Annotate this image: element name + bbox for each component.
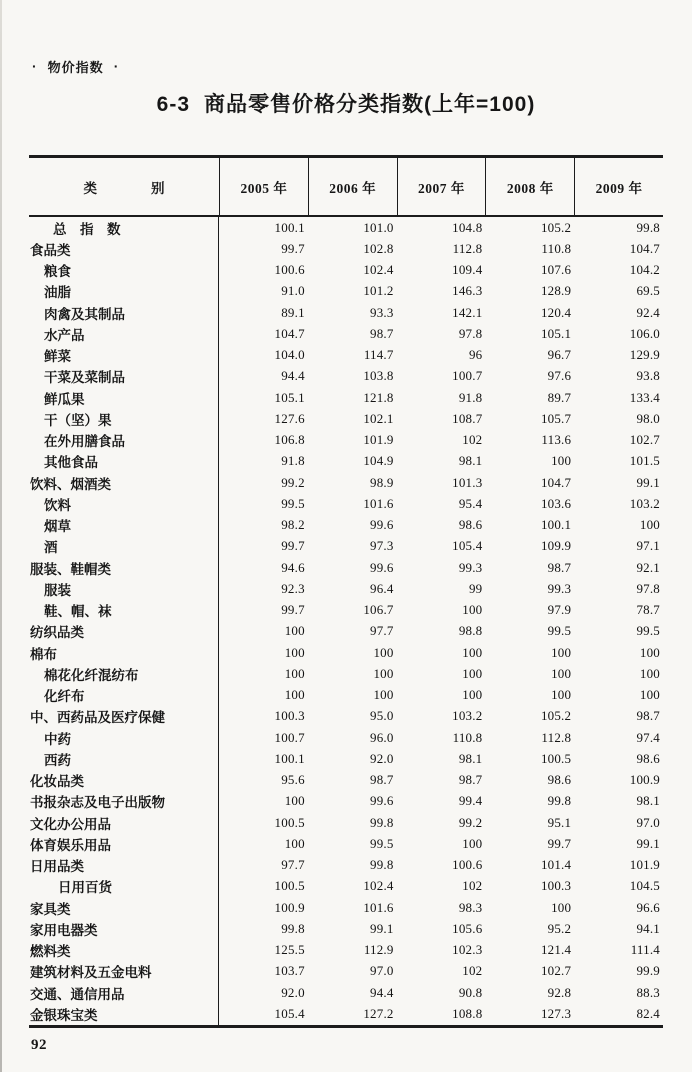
value-cell: 98.6 <box>458 517 483 533</box>
value-cell: 105.2 <box>540 708 572 724</box>
value-cell: 97.6 <box>547 368 572 384</box>
value-cell: 99.5 <box>370 835 394 851</box>
value-cell: 100.6 <box>274 262 305 278</box>
value-cell: 98.2 <box>281 517 305 533</box>
value-cell: 89.1 <box>281 304 305 320</box>
value-cell: 105.4 <box>274 1005 305 1021</box>
value-cell: 127.3 <box>540 1005 572 1021</box>
value-cell: 102.4 <box>363 262 394 278</box>
table-row <box>29 451 663 472</box>
value-cell: 101.9 <box>629 857 660 873</box>
value-cell: 128.9 <box>540 283 572 299</box>
category-cell: 文化办公用品 <box>29 812 219 833</box>
value-cell: 105.1 <box>540 325 572 341</box>
category-cell: 总 指 数 <box>29 217 219 238</box>
value-cell: 105.2 <box>540 219 572 235</box>
value-cell: 96.6 <box>636 899 660 915</box>
value-cell: 99.8 <box>370 814 394 830</box>
value-cell: 99.4 <box>458 793 483 809</box>
value-cell: 100.7 <box>274 729 305 745</box>
category-cell: 油脂 <box>29 281 219 302</box>
value-cell: 100.3 <box>274 708 305 724</box>
value-cell: 103.2 <box>452 708 483 724</box>
value-cell: 100 <box>462 644 483 660</box>
value-cell: 100.1 <box>274 219 305 235</box>
value-cell: 99.7 <box>281 602 305 618</box>
table-number: 6-3 <box>156 93 191 116</box>
value-cell: 108.8 <box>452 1005 483 1021</box>
value-cell: 91.8 <box>281 453 305 469</box>
value-cell: 100.6 <box>452 857 483 873</box>
value-cell: 105.1 <box>274 389 305 405</box>
value-cell: 94.4 <box>281 368 305 384</box>
value-cell: 98.7 <box>458 772 483 788</box>
value-cell: 106.0 <box>629 325 660 341</box>
category-cell: 肉禽及其制品 <box>29 302 219 323</box>
scan-edge-artifact <box>0 0 2 1072</box>
table-row <box>29 281 663 302</box>
table-row <box>29 493 663 514</box>
value-cell: 100 <box>462 687 483 703</box>
category-cell: 日用百货 <box>29 876 219 897</box>
category-cell: 烟草 <box>29 515 219 536</box>
value-cell: 97.8 <box>636 580 660 596</box>
table-row <box>29 876 663 897</box>
value-cell: 92.8 <box>547 984 572 1000</box>
value-cell: 142.1 <box>452 304 483 320</box>
value-cell: 103.8 <box>363 368 394 384</box>
value-cell: 82.4 <box>636 1005 660 1021</box>
value-cell: 99.5 <box>281 495 305 511</box>
category-cell: 交通、通信用品 <box>29 982 219 1003</box>
value-cell: 110.8 <box>452 729 483 745</box>
value-cell: 92.0 <box>370 750 394 766</box>
value-cell: 99.8 <box>370 857 394 873</box>
table-row <box>29 366 663 387</box>
category-cell: 燃料类 <box>29 940 219 961</box>
value-cell: 100.5 <box>274 814 305 830</box>
table-row <box>29 940 663 961</box>
value-cell: 100.3 <box>540 878 572 894</box>
table-row <box>29 430 663 451</box>
value-cell: 99.6 <box>370 517 394 533</box>
value-cell: 127.6 <box>274 410 305 426</box>
table-header-row <box>29 155 663 217</box>
value-cell: 98.7 <box>636 708 660 724</box>
value-cell: 103.6 <box>540 495 572 511</box>
category-cell: 棉花化纤混纺布 <box>29 663 219 684</box>
section-bullet-left: · <box>32 57 38 74</box>
category-cell: 中药 <box>29 727 219 748</box>
value-cell: 101.2 <box>363 283 394 299</box>
value-cell: 97.7 <box>370 623 394 639</box>
table-row <box>29 578 663 599</box>
value-cell: 89.7 <box>547 389 572 405</box>
table-row <box>29 260 663 281</box>
value-cell: 99.3 <box>458 559 483 575</box>
table-row <box>29 621 663 642</box>
value-cell: 99.8 <box>636 219 660 235</box>
value-cell: 109.4 <box>452 262 483 278</box>
value-cell: 100 <box>551 899 572 915</box>
value-cell: 99.8 <box>281 920 305 936</box>
value-cell: 98.7 <box>370 772 394 788</box>
value-cell: 100 <box>462 602 483 618</box>
value-cell: 106.8 <box>274 432 305 448</box>
value-cell: 99.6 <box>370 559 394 575</box>
value-cell: 98.0 <box>636 410 660 426</box>
value-cell: 100 <box>373 644 394 660</box>
value-cell: 121.4 <box>540 942 572 958</box>
value-cell: 107.6 <box>540 262 572 278</box>
table-row <box>29 855 663 876</box>
value-cell: 100 <box>639 517 660 533</box>
value-cell: 99.2 <box>281 474 305 490</box>
value-cell: 101.3 <box>452 474 483 490</box>
value-cell: 102.3 <box>452 942 483 958</box>
category-cell: 饮料 <box>29 493 219 514</box>
value-cell: 104.0 <box>274 347 305 363</box>
value-cell: 99.7 <box>547 835 572 851</box>
table-row <box>29 897 663 918</box>
value-cell: 93.3 <box>370 304 394 320</box>
category-cell: 饮料、烟酒类 <box>29 472 219 493</box>
table-title-text: 商品零售价格分类指数(上年=100) <box>204 93 536 116</box>
table-row <box>29 408 663 429</box>
value-cell: 99 <box>468 580 483 596</box>
value-cell: 99.2 <box>458 814 483 830</box>
category-cell: 在外用膳食品 <box>29 430 219 451</box>
value-cell: 100 <box>639 665 660 681</box>
value-cell: 97.7 <box>281 857 305 873</box>
value-cell: 100 <box>551 687 572 703</box>
column-header-year: 2005 年 <box>219 158 308 215</box>
table-row <box>29 1003 663 1024</box>
value-cell: 108.7 <box>452 410 483 426</box>
value-cell: 100 <box>284 665 305 681</box>
table-row <box>29 323 663 344</box>
category-cell: 体育娱乐用品 <box>29 833 219 854</box>
category-cell: 水产品 <box>29 323 219 344</box>
value-cell: 100.9 <box>274 899 305 915</box>
value-cell: 98.1 <box>458 750 483 766</box>
value-cell: 102 <box>462 878 483 894</box>
value-cell: 99.1 <box>636 835 660 851</box>
value-cell: 100 <box>462 835 483 851</box>
value-cell: 95.2 <box>547 920 572 936</box>
table-row <box>29 685 663 706</box>
value-cell: 97.4 <box>636 729 660 745</box>
value-cell: 97.0 <box>370 963 394 979</box>
category-cell: 鲜瓜果 <box>29 387 219 408</box>
value-cell: 96.7 <box>547 347 572 363</box>
value-cell: 94.6 <box>281 559 305 575</box>
page-number: 92 <box>31 1037 47 1053</box>
value-cell: 98.7 <box>370 325 394 341</box>
value-cell: 114.7 <box>363 347 394 363</box>
table-row <box>29 642 663 663</box>
value-cell: 102.1 <box>363 410 394 426</box>
table-row <box>29 238 663 259</box>
value-cell: 121.8 <box>363 389 394 405</box>
value-cell: 101.5 <box>629 453 660 469</box>
value-cell: 99.7 <box>281 538 305 554</box>
category-cell: 建筑材料及五金电料 <box>29 961 219 982</box>
value-cell: 105.6 <box>452 920 483 936</box>
value-cell: 100 <box>373 665 394 681</box>
value-cell: 104.5 <box>629 878 660 894</box>
value-cell: 109.9 <box>540 538 572 554</box>
value-cell: 98.3 <box>458 899 483 915</box>
value-cell: 103.2 <box>629 495 660 511</box>
value-cell: 100 <box>551 665 572 681</box>
value-cell: 97.9 <box>547 602 572 618</box>
table-row <box>29 961 663 982</box>
value-cell: 100 <box>284 687 305 703</box>
value-cell: 100.5 <box>540 750 572 766</box>
table-row <box>29 706 663 727</box>
value-cell: 104.7 <box>274 325 305 341</box>
value-cell: 112.8 <box>541 729 572 745</box>
value-cell: 102.7 <box>629 432 660 448</box>
value-cell: 100.1 <box>540 517 572 533</box>
value-cell: 99.7 <box>281 240 305 256</box>
category-cell: 中、西药品及医疗保健 <box>29 706 219 727</box>
value-cell: 100 <box>284 623 305 639</box>
value-cell: 69.5 <box>636 283 660 299</box>
value-cell: 101.6 <box>363 495 394 511</box>
value-cell: 101.4 <box>540 857 572 873</box>
category-cell: 家具类 <box>29 897 219 918</box>
value-cell: 92.4 <box>636 304 660 320</box>
value-cell: 99.1 <box>370 920 394 936</box>
value-cell: 98.1 <box>458 453 483 469</box>
value-cell: 100 <box>284 644 305 660</box>
value-cell: 96 <box>468 347 483 363</box>
value-cell: 95.0 <box>370 708 394 724</box>
value-cell: 98.6 <box>547 772 572 788</box>
value-cell: 99.5 <box>547 623 572 639</box>
table-row <box>29 600 663 621</box>
category-cell: 干（坚）果 <box>29 408 219 429</box>
value-cell: 97.8 <box>458 325 483 341</box>
table-row <box>29 515 663 536</box>
value-cell: 100.9 <box>629 772 660 788</box>
value-cell: 104.8 <box>452 219 483 235</box>
value-cell: 102 <box>462 432 483 448</box>
category-cell: 纺织品类 <box>29 621 219 642</box>
value-cell: 104.7 <box>540 474 572 490</box>
table-row <box>29 663 663 684</box>
price-index-table <box>29 155 663 1028</box>
category-cell: 干菜及菜制品 <box>29 366 219 387</box>
table-row <box>29 770 663 791</box>
value-cell: 90.8 <box>458 984 483 1000</box>
value-cell: 94.4 <box>370 984 394 1000</box>
category-cell: 日用品类 <box>29 855 219 876</box>
value-cell: 92.0 <box>281 984 305 1000</box>
value-cell: 94.1 <box>636 920 660 936</box>
value-cell: 98.7 <box>547 559 572 575</box>
value-cell: 100.5 <box>274 878 305 894</box>
value-cell: 99.6 <box>370 793 394 809</box>
value-cell: 100 <box>639 644 660 660</box>
value-cell: 101.0 <box>363 219 394 235</box>
value-cell: 100 <box>284 835 305 851</box>
category-cell: 服装、鞋帽类 <box>29 557 219 578</box>
table-row <box>29 472 663 493</box>
value-cell: 99.8 <box>547 793 572 809</box>
table-row <box>29 812 663 833</box>
section-label: 物价指数 <box>47 60 104 75</box>
value-cell: 97.0 <box>636 814 660 830</box>
value-cell: 98.1 <box>636 793 660 809</box>
category-cell: 服装 <box>29 578 219 599</box>
value-cell: 100 <box>373 687 394 703</box>
value-cell: 146.3 <box>452 283 483 299</box>
category-cell: 西药 <box>29 748 219 769</box>
category-cell: 金银珠宝类 <box>29 1003 219 1024</box>
value-cell: 96.0 <box>370 729 394 745</box>
value-cell: 95.1 <box>547 814 572 830</box>
value-cell: 96.4 <box>370 580 394 596</box>
value-cell: 105.7 <box>540 410 572 426</box>
value-cell: 91.8 <box>458 389 483 405</box>
value-cell: 99.5 <box>636 623 660 639</box>
value-cell: 91.0 <box>281 283 305 299</box>
value-cell: 111.4 <box>630 942 660 958</box>
value-cell: 99.1 <box>636 474 660 490</box>
value-cell: 98.9 <box>370 474 394 490</box>
table-title <box>0 88 692 118</box>
value-cell: 120.4 <box>540 304 572 320</box>
value-cell: 100 <box>551 644 572 660</box>
value-cell: 125.5 <box>274 942 305 958</box>
table-row <box>29 557 663 578</box>
value-cell: 101.9 <box>363 432 394 448</box>
table-row <box>29 918 663 939</box>
section-marker <box>32 57 119 76</box>
value-cell: 95.4 <box>458 495 483 511</box>
category-cell: 书报杂志及电子出版物 <box>29 791 219 812</box>
value-cell: 100 <box>551 453 572 469</box>
category-cell: 化妆品类 <box>29 770 219 791</box>
value-cell: 97.3 <box>370 538 394 554</box>
value-cell: 113.6 <box>541 432 572 448</box>
value-cell: 100 <box>462 665 483 681</box>
table-row <box>29 727 663 748</box>
category-cell: 化纤布 <box>29 685 219 706</box>
column-header-year: 2008 年 <box>485 158 574 215</box>
value-cell: 102.7 <box>540 963 572 979</box>
category-cell: 其他食品 <box>29 451 219 472</box>
table-row <box>29 217 663 238</box>
column-header-year: 2009 年 <box>574 158 663 215</box>
value-cell: 100 <box>284 793 305 809</box>
value-cell: 127.2 <box>363 1005 394 1021</box>
value-cell: 103.7 <box>274 963 305 979</box>
column-header-year: 2006 年 <box>308 158 397 215</box>
value-cell: 110.8 <box>541 240 572 256</box>
value-cell: 88.3 <box>636 984 660 1000</box>
table-row <box>29 345 663 366</box>
category-cell: 粮食 <box>29 260 219 281</box>
column-header-category: 类 别 <box>83 180 165 196</box>
value-cell: 133.4 <box>629 389 660 405</box>
category-cell: 棉布 <box>29 642 219 663</box>
value-cell: 102.8 <box>363 240 394 256</box>
category-cell: 家用电器类 <box>29 918 219 939</box>
value-cell: 112.9 <box>363 942 394 958</box>
value-cell: 99.3 <box>547 580 572 596</box>
value-cell: 97.1 <box>636 538 660 554</box>
value-cell: 98.6 <box>636 750 660 766</box>
value-cell: 100 <box>639 687 660 703</box>
table-row <box>29 791 663 812</box>
table-row <box>29 833 663 854</box>
value-cell: 92.3 <box>281 580 305 596</box>
section-bullet-right: · <box>113 57 120 74</box>
category-cell: 酒 <box>29 536 219 557</box>
value-cell: 105.4 <box>452 538 483 554</box>
table-row <box>29 536 663 557</box>
table-row <box>29 748 663 769</box>
value-cell: 95.6 <box>281 772 305 788</box>
value-cell: 99.9 <box>636 963 660 979</box>
value-cell: 104.7 <box>629 240 660 256</box>
value-cell: 104.2 <box>629 262 660 278</box>
table-row <box>29 982 663 1003</box>
table-row <box>29 387 663 408</box>
value-cell: 102 <box>462 963 483 979</box>
value-cell: 100.1 <box>274 750 305 766</box>
value-cell: 129.9 <box>629 347 660 363</box>
value-cell: 93.8 <box>636 368 660 384</box>
table-body <box>29 217 663 1028</box>
category-cell: 鲜菜 <box>29 345 219 366</box>
value-cell: 102.4 <box>363 878 394 894</box>
value-cell: 112.8 <box>452 240 483 256</box>
category-cell: 食品类 <box>29 238 219 259</box>
value-cell: 101.6 <box>363 899 394 915</box>
table-row <box>29 302 663 323</box>
value-cell: 104.9 <box>363 453 394 469</box>
value-cell: 106.7 <box>363 602 394 618</box>
value-cell: 92.1 <box>636 559 660 575</box>
category-cell: 鞋、帽、袜 <box>29 600 219 621</box>
column-header-year: 2007 年 <box>397 158 486 215</box>
value-cell: 98.8 <box>458 623 483 639</box>
value-cell: 78.7 <box>636 602 660 618</box>
value-cell: 100.7 <box>452 368 483 384</box>
